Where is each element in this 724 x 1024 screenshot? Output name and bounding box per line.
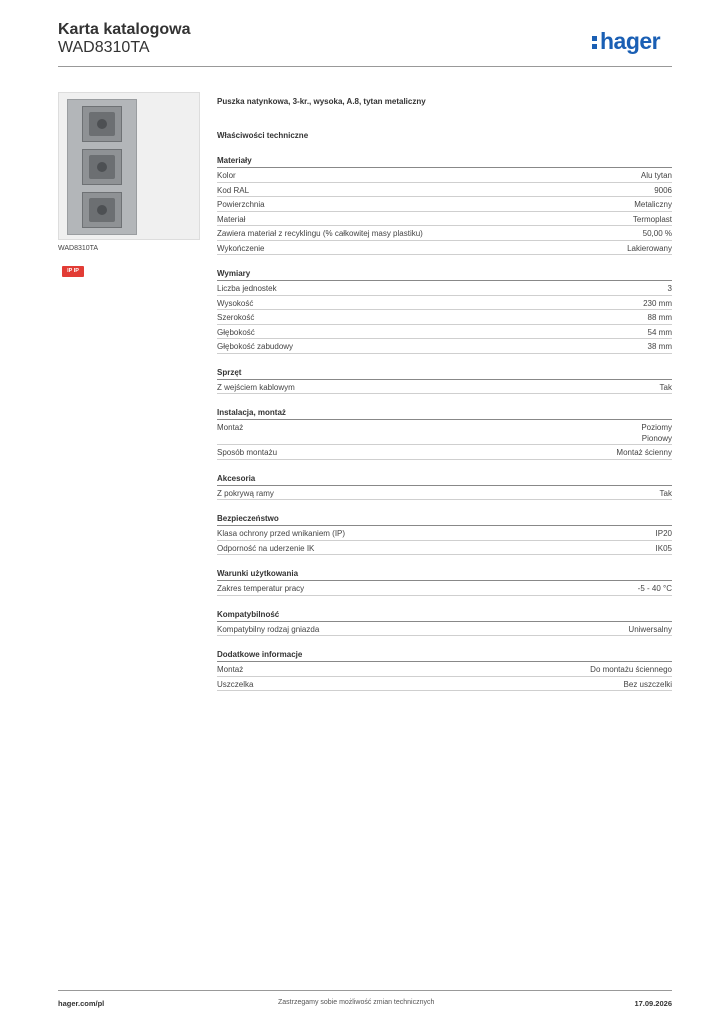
spec-value-line: Lakierowany — [627, 243, 672, 253]
spec-value-line: Pionowy — [641, 434, 672, 443]
spec-value-line: 38 mm — [647, 342, 672, 351]
socket-slot-3 — [82, 192, 122, 228]
footer-website-link[interactable]: hager.com/pl — [58, 999, 105, 1008]
spec-value-line: 50,00 % — [642, 229, 672, 238]
spec-label: Odporność na uderzenie IK — [217, 543, 315, 553]
section-title: Dodatkowe informacje — [217, 648, 672, 662]
spec-label: Powierzchnia — [217, 200, 265, 209]
spec-label: Głębokość zabudowy — [217, 342, 294, 351]
spec-section — [217, 608, 672, 637]
spec-row — [217, 541, 672, 556]
spec-value — [660, 382, 672, 393]
product-code: WAD8310TA — [58, 39, 150, 56]
spec-label: Uszczelka — [217, 679, 254, 689]
spec-row — [217, 677, 672, 692]
footer-disclaimer: Zastrzegamy sobie możliwość zmian technicznych — [278, 999, 435, 1006]
spec-row — [217, 226, 672, 241]
spec-table — [217, 154, 672, 703]
spec-value-line: Poziomy — [641, 423, 672, 432]
section-title: Bezpieczeństwo — [217, 512, 672, 526]
spec-label: Z wejściem kablowym — [217, 382, 295, 392]
spec-label: Sposób montażu — [217, 448, 278, 457]
spec-row — [217, 445, 672, 460]
logo-text: hager — [600, 28, 661, 54]
image-caption: WAD8310TA — [58, 245, 99, 252]
spec-value — [654, 185, 672, 196]
section-title: Wymiary — [217, 267, 672, 281]
spec-value — [643, 298, 672, 309]
spec-row — [217, 622, 672, 637]
spec-section — [217, 154, 672, 255]
footer-divider — [58, 990, 672, 991]
surface-box-icon — [67, 99, 137, 235]
spec-value-line: Tak — [659, 382, 672, 392]
spec-value — [656, 528, 672, 539]
spec-row — [217, 212, 672, 227]
spec-section — [217, 366, 672, 395]
spec-label: Z pokrywą ramy — [217, 488, 274, 498]
section-title: Instalacja, montaż — [217, 406, 672, 420]
spec-section — [217, 406, 672, 460]
spec-value — [634, 199, 672, 210]
product-description: Puszka natynkowa, 3-kr., wysoka, A.8, tytan metaliczny — [217, 97, 426, 106]
spec-value-line: 230 mm — [643, 298, 672, 308]
product-image — [58, 92, 200, 240]
spec-value — [648, 327, 672, 338]
logo-dots-icon — [592, 31, 598, 51]
spec-row — [217, 310, 672, 325]
spec-value-line: Alu tytan — [640, 171, 672, 180]
spec-label: Liczba jednostek — [217, 284, 277, 293]
spec-value — [648, 312, 672, 323]
spec-label: Kod RAL — [217, 185, 250, 195]
section-title: Warunki użytkowania — [217, 567, 672, 581]
spec-value-line: Metaliczny — [634, 200, 672, 209]
spec-value-line: Montaż ścienny — [616, 448, 672, 457]
spec-value-line: 88 mm — [647, 313, 672, 322]
spec-value — [633, 214, 672, 225]
spec-label: Zawiera materiał z recyklingu (% całkowitej masy plastiku) — [217, 229, 423, 238]
spec-label: Kolor — [217, 171, 236, 180]
spec-value — [638, 583, 672, 594]
spec-label: Zakres temperatur pracy — [217, 584, 305, 593]
spec-row — [217, 168, 672, 183]
ip-badge: IP IP — [62, 266, 84, 277]
spec-label: Szerokość — [217, 313, 255, 322]
spec-row — [217, 241, 672, 256]
spec-row — [217, 420, 672, 445]
hager-logo[interactable] — [592, 28, 660, 55]
spec-section — [217, 567, 672, 596]
spec-value-line: 9006 — [654, 185, 672, 195]
header-divider — [58, 66, 672, 67]
spec-value-line: 3 — [667, 284, 672, 293]
spec-section — [217, 648, 672, 691]
spec-value-line: -5 - 40 °C — [637, 584, 672, 593]
socket-slot-1 — [82, 106, 122, 142]
section-title: Materiały — [217, 154, 672, 168]
spec-value — [668, 283, 672, 294]
spec-label: Głębokość — [217, 327, 255, 337]
spec-section — [217, 472, 672, 501]
spec-value-line: Uniwersalny — [628, 624, 672, 634]
spec-value — [648, 341, 672, 352]
section-title: Akcesoria — [217, 472, 672, 486]
spec-value-line: Tak — [659, 488, 672, 498]
spec-section — [217, 267, 672, 354]
spec-value — [641, 422, 672, 444]
spec-row — [217, 183, 672, 198]
spec-label: Kompatybilny rodzaj gniazda — [217, 624, 320, 634]
document-title: Karta katalogowa — [58, 21, 191, 38]
spec-row — [217, 486, 672, 501]
spec-value-line: Bez uszczelki — [623, 679, 672, 689]
spec-value — [660, 488, 672, 499]
spec-label: Wysokość — [217, 298, 254, 308]
spec-value-line: IK05 — [655, 543, 672, 553]
spec-label: Klasa ochrony przed wnikaniem (IP) — [217, 529, 346, 538]
spec-row — [217, 662, 672, 677]
properties-heading: Właściwości techniczne — [217, 131, 309, 140]
spec-value — [643, 228, 672, 239]
spec-row — [217, 526, 672, 541]
spec-value — [590, 664, 672, 675]
spec-label: Montaż — [217, 665, 244, 674]
spec-label: Montaż — [217, 423, 244, 432]
spec-value — [641, 170, 672, 181]
spec-value — [616, 447, 672, 458]
footer-date: 17.09.2026 — [634, 999, 672, 1008]
socket-slot-2 — [82, 149, 122, 185]
spec-row — [217, 380, 672, 395]
spec-row — [217, 325, 672, 340]
spec-value — [656, 543, 672, 554]
spec-value — [628, 624, 672, 635]
spec-value-line: IP20 — [655, 529, 672, 538]
section-title: Kompatybilność — [217, 608, 672, 622]
spec-label: Wykończenie — [217, 243, 265, 253]
spec-row — [217, 339, 672, 354]
spec-row — [217, 281, 672, 296]
spec-value-line: 54 mm — [647, 327, 672, 337]
spec-value — [627, 243, 672, 254]
spec-label: Materiał — [217, 214, 246, 224]
spec-row — [217, 296, 672, 311]
spec-row — [217, 197, 672, 212]
section-title: Sprzęt — [217, 366, 672, 380]
spec-row — [217, 581, 672, 596]
spec-value — [624, 679, 672, 690]
spec-value-line: Termoplast — [632, 214, 672, 224]
spec-value-line: Do montażu ściennego — [590, 665, 672, 674]
spec-section — [217, 512, 672, 555]
